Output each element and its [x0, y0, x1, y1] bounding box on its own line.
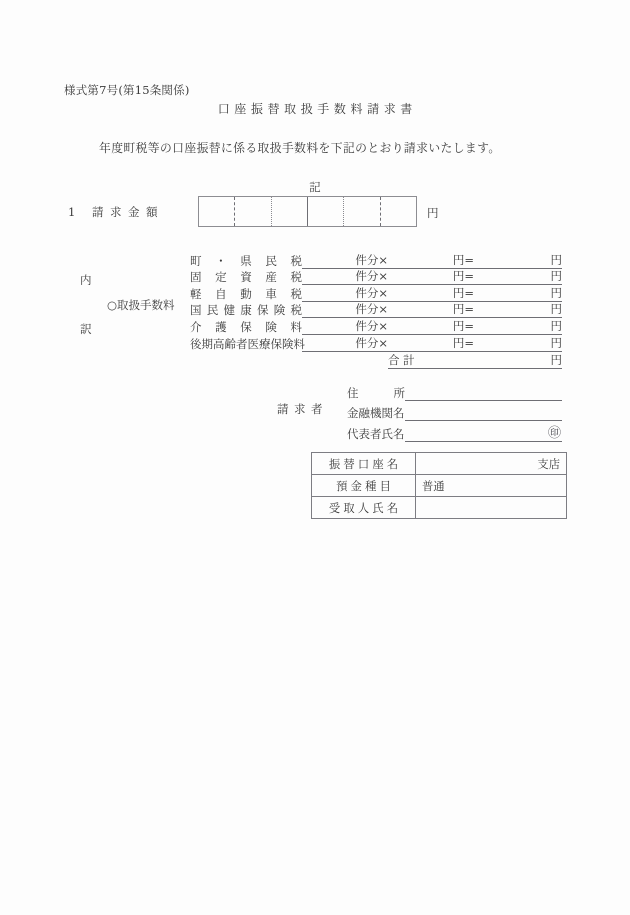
total-unit: 円: [550, 352, 562, 367]
breakdown-count-field[interactable]: [302, 319, 388, 335]
breakdown-count-field[interactable]: [302, 253, 388, 269]
breakdown-row: [190, 318, 562, 335]
total-label: 合計: [388, 352, 418, 367]
handling-fee-label: ○取扱手数料: [107, 298, 175, 312]
breakdown-row: [190, 285, 562, 302]
breakdown-unitprice-field[interactable]: [388, 319, 474, 335]
amount-cell[interactable]: [272, 197, 308, 226]
deposit-type-input[interactable]: 普通: [416, 475, 567, 497]
total-amount-field[interactable]: [388, 353, 562, 369]
count-unit: 件分×: [355, 335, 388, 350]
amount-cell[interactable]: [308, 197, 344, 226]
breakdown-unitprice-field[interactable]: [388, 270, 474, 286]
breakdown-amount-field[interactable]: [474, 336, 562, 352]
institution-input[interactable]: [405, 402, 562, 421]
breakdown-amount-field[interactable]: [474, 303, 562, 319]
table-row: [312, 475, 567, 497]
count-unit: 件分×: [355, 269, 388, 284]
breakdown-count-field[interactable]: [302, 286, 388, 302]
recipient-name-input[interactable]: [416, 497, 567, 519]
unitprice-unit: 円=: [452, 269, 474, 284]
count-unit: 件分×: [355, 252, 388, 267]
unitprice-unit: 円=: [452, 302, 474, 317]
claim-amount-box[interactable]: [198, 196, 417, 227]
breakdown-amount-field[interactable]: [474, 253, 562, 269]
breakdown-row-name: 介 護 保 険 料: [190, 319, 302, 334]
claim-amount-unit: 円: [427, 206, 439, 220]
unitprice-unit: 円=: [452, 318, 474, 333]
account-name-label: 振替口座名: [312, 453, 416, 475]
deposit-type-label: 預金種目: [312, 475, 416, 497]
form-number: 様式第7号(第15条関係): [64, 83, 190, 97]
amount-cell[interactable]: [344, 197, 380, 226]
unitprice-unit: 円=: [452, 252, 474, 267]
breakdown-count-field[interactable]: [302, 336, 388, 352]
unitprice-unit: 円=: [452, 285, 474, 300]
intro-statement: 年度町税等の口座振替に係る取扱手数料を下記のとおり請求いたします。: [99, 141, 501, 155]
table-row: [312, 453, 567, 475]
amount-unit: 円: [550, 318, 562, 333]
breakdown-row-name: 国 民 健 康 保 険 税: [190, 303, 302, 318]
amount-unit: 円: [550, 285, 562, 300]
table-row: [312, 497, 567, 519]
breakdown-row-name: 軽 自 動 車 税: [190, 286, 302, 301]
seal-icon: ㊞: [547, 425, 561, 441]
ki-marker: 記: [309, 180, 321, 194]
breakdown-row: [190, 335, 562, 352]
requester-block: [347, 380, 562, 442]
amount-unit: 円: [550, 252, 562, 267]
amount-cell[interactable]: [381, 197, 416, 226]
amount-unit: 円: [550, 302, 562, 317]
address-label: 住 所: [347, 385, 405, 400]
breakdown-count-field[interactable]: [302, 303, 388, 319]
breakdown-unitprice-field[interactable]: [388, 336, 474, 352]
account-table: [311, 452, 567, 519]
breakdown-amount-field[interactable]: [474, 270, 562, 286]
amount-unit: 円: [550, 335, 562, 350]
breakdown-row: [190, 269, 562, 286]
breakdown-unitprice-field[interactable]: [388, 286, 474, 302]
breakdown-unitprice-field[interactable]: [388, 253, 474, 269]
unitprice-unit: 円=: [452, 335, 474, 350]
count-unit: 件分×: [355, 302, 388, 317]
count-unit: 件分×: [355, 285, 388, 300]
requester-row-address: [347, 380, 562, 401]
breakdown-list: [190, 252, 562, 369]
account-name-input[interactable]: 支店: [416, 453, 567, 475]
breakdown-side-label-bottom: 訳: [80, 322, 92, 336]
breakdown-side-label-top: 内: [80, 273, 92, 287]
breakdown-total-row: [388, 352, 562, 369]
requester-row-representative: [347, 421, 562, 442]
breakdown-row-name: 固 定 資 産 税: [190, 270, 302, 285]
requester-row-institution: [347, 401, 562, 422]
breakdown-row: [190, 252, 562, 269]
amount-cell[interactable]: [235, 197, 271, 226]
recipient-name-label: 受取人氏名: [312, 497, 416, 519]
amount-cell[interactable]: [199, 197, 235, 226]
count-unit: 件分×: [355, 318, 388, 333]
amount-unit: 円: [550, 269, 562, 284]
breakdown-amount-field[interactable]: [474, 286, 562, 302]
breakdown-row-name: 町 ・ 県 民 税: [190, 253, 302, 268]
claim-amount-label: 1 請求金額: [68, 205, 164, 219]
breakdown-count-field[interactable]: [302, 270, 388, 286]
representative-input[interactable]: [405, 423, 562, 442]
institution-label: 金融機関名: [347, 406, 405, 420]
representative-label: 代表者氏名: [347, 426, 405, 441]
breakdown-row-name: 後期高齢者医療保険料: [190, 336, 305, 351]
address-input[interactable]: [405, 382, 562, 401]
breakdown-amount-field[interactable]: [474, 319, 562, 335]
document-title: 口座振替取扱手数料請求書: [217, 102, 417, 116]
breakdown-row: [190, 302, 562, 319]
breakdown-unitprice-field[interactable]: [388, 303, 474, 319]
requester-label: 請求者: [277, 402, 328, 416]
